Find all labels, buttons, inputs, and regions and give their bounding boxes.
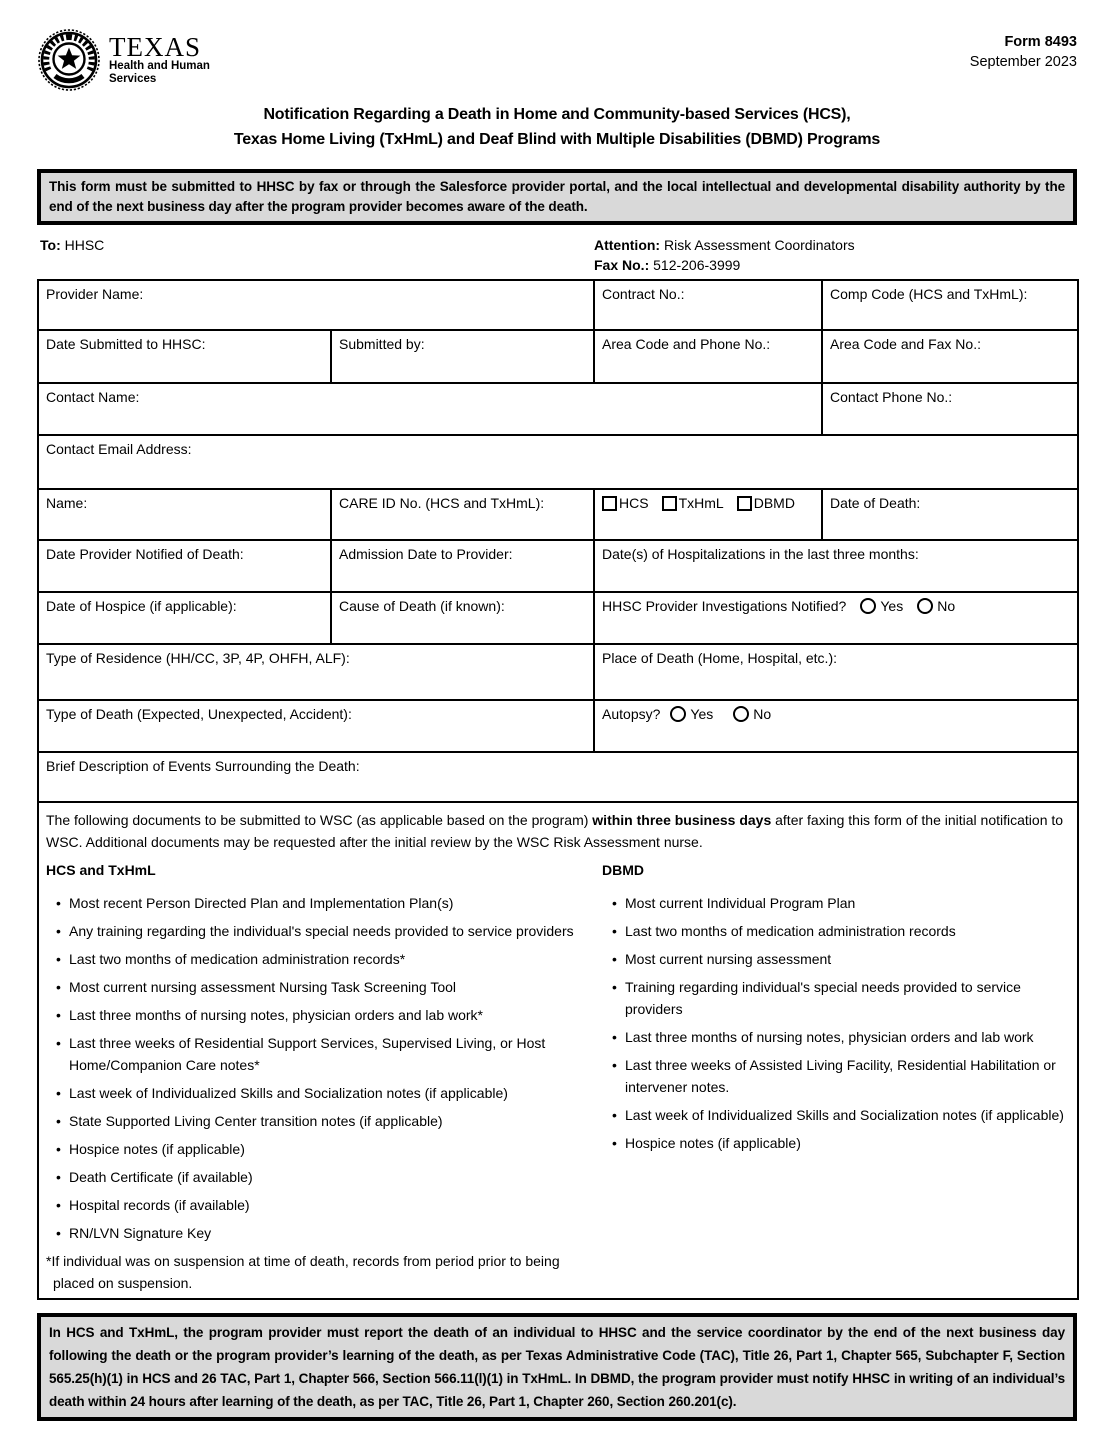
hcs-txhml-column [46,861,602,1294]
texas-hhs-logo [37,28,210,92]
documents-intro-post: after faxing this form of the initial notification to WSC. Additional documents may be requested after the initial review by the WSC Risk Assessment nurse. [46,812,1064,850]
care-id-label: CARE ID No. (HCS and TxHmL): [339,495,545,511]
individual-name-label: Name: [46,495,88,511]
page-title [37,102,1077,152]
logo-agency-line1: Health and Human [109,60,210,72]
contact-phone-label: Contact Phone No.: [830,389,953,405]
field-provider-name[interactable] [38,280,594,330]
autopsy-no-label: No [753,706,772,722]
comp-code-label: Comp Code (HCS and TxHmL): [830,286,1028,302]
list-item: • Hospice notes (if applicable) [612,1132,1070,1154]
program-dbmd-option [737,494,795,512]
brief-description-label: Brief Description of Events Surrounding the Death: [46,758,360,774]
txhml-checkbox-label: TxHmL [678,495,724,511]
submission-instruction-box: This form must be submitted to HHSC by fax or through the Salesforce provider portal, and the local intellectual and developmental disability authority by the end of the next business day after the program provider becomes aware of the death. [37,169,1077,225]
admission-date-label: Admission Date to Provider: [339,546,513,562]
autopsy-no-radio[interactable] [733,706,749,722]
field-contract-no[interactable] [594,280,822,330]
field-autopsy [594,700,1078,752]
list-item: • Last two months of medication administration records [612,920,1070,942]
dbmd-list [612,892,1070,1154]
field-hospitalizations[interactable] [594,540,1078,592]
investigations-radio-row [602,597,1070,615]
hospitalizations-label: Date(s) of Hospitalizations in the last three months: [602,546,919,562]
documents-intro [46,809,1070,853]
dbmd-checkbox[interactable] [737,496,752,511]
field-date-submitted[interactable] [38,330,331,383]
to-label: To: [40,237,61,253]
field-date-of-hospice[interactable] [38,592,331,644]
attention-block [594,235,855,275]
to-line [40,235,104,255]
logo-brand: TEXAS [109,32,201,62]
attention-label: Attention: [594,237,661,253]
area-phone-label: Area Code and Phone No.: [602,336,771,352]
page-header [37,28,1077,92]
autopsy-radio-row [602,705,1070,723]
date-submitted-label: Date Submitted to HHSC: [46,336,206,352]
field-contact-email[interactable] [38,435,1078,489]
field-program-checkboxes [594,489,822,540]
hcs-txhml-list [56,892,586,1244]
list-item: • Last three months of nursing notes, physician orders and lab work* [56,1004,586,1026]
autopsy-label: Autopsy? [602,706,661,722]
list-item: • Most current nursing assessment Nursing Task Screening Tool [56,976,586,998]
documents-intro-bold: within three business days [592,812,772,828]
dbmd-header: DBMD [602,862,644,878]
documents-columns [46,861,1070,1294]
hcs-checkbox-label: HCS [619,495,649,511]
field-area-fax[interactable] [822,330,1078,383]
investigations-no-radio[interactable] [917,598,933,614]
fax-label: Fax No.: [594,257,650,273]
field-type-of-residence[interactable] [38,644,594,700]
field-date-provider-notified[interactable] [38,540,331,592]
fax-value: 512-206-3999 [653,257,741,273]
field-investigations-notified [594,592,1078,644]
field-submitted-by[interactable] [331,330,594,383]
title-line-2: Texas Home Living (TxHmL) and Deaf Blind with Multiple Disabilities (DBMD) Programs [233,131,881,148]
list-item: • Last week of Individualized Skills and Socialization notes (if applicable) [612,1104,1070,1126]
date-of-hospice-label: Date of Hospice (if applicable): [46,598,237,614]
place-of-death-label: Place of Death (Home, Hospital, etc.): [602,650,838,666]
list-item: • Any training regarding the individual's special needs provided to service providers [56,920,586,942]
documents-intro-pre: The following documents to be submitted to WSC (as applicable based on the program) [46,812,593,828]
list-item: • Training regarding individual's special needs provided to service providers [612,976,1070,1020]
type-of-residence-label: Type of Residence (HH/CC, 3P, 4P, OHFH, ALF): [46,650,350,666]
death-notification-table [37,279,1079,1300]
logo-text [109,34,210,86]
list-item: • Last two months of medication administration records* [56,948,586,970]
date-provider-notified-label: Date Provider Notified of Death: [46,546,244,562]
to-value: HHSC [64,237,105,253]
list-item: • Death Certificate (if available) [56,1166,586,1188]
field-contact-name[interactable] [38,383,822,435]
field-date-of-death[interactable] [822,489,1078,540]
contract-no-label: Contract No.: [602,286,685,302]
list-item: • State Supported Living Center transition notes (if applicable) [56,1110,586,1132]
suspension-footnote: *If individual was on suspension at time of death, records from period prior to being placed on suspension. [46,1253,560,1291]
dbmd-column [602,861,1070,1294]
list-item: • Hospital records (if available) [56,1194,586,1216]
field-contact-phone[interactable] [822,383,1078,435]
program-hcs-option [602,494,649,512]
investigations-notified-label: HHSC Provider Investigations Notified? [602,598,847,614]
list-item: • Hospice notes (if applicable) [56,1138,586,1160]
field-comp-code[interactable] [822,280,1078,330]
dbmd-checkbox-label: DBMD [753,495,795,511]
area-fax-label: Area Code and Fax No.: [830,336,981,352]
list-item: • Last three weeks of Assisted Living Facility, Residential Habilitation or intervener notes. [612,1054,1070,1098]
field-type-of-death[interactable] [38,700,594,752]
hcs-checkbox[interactable] [602,496,617,511]
list-item: • Last three months of nursing notes, physician orders and lab work [612,1026,1070,1048]
list-item: • Most current Individual Program Plan [612,892,1070,914]
list-item: • Last three weeks of Residential Support Services, Supervised Living, or Host Home/Companion Care notes* [56,1032,586,1076]
type-of-death-label: Type of Death (Expected, Unexpected, Accident): [46,706,352,722]
provider-name-label: Provider Name: [46,286,144,302]
contact-name-label: Contact Name: [46,389,140,405]
regulation-notice-box: In HCS and TxHmL, the program provider must report the death of an individual to HHSC and the service coordinator by the end of the next business day following the death or the program provider’s learning of the death, as per Texas Administrative Code (TAC), Title 26, Part 1, Chapter 565, Subchapter F, Section 565.25(h)(1) in HCS and 26 TAC, Part 1, Chapter 566, Section 566.11(l)(1) in TxHmL. In DBMD, the program provider must notify HHSC in writing of an individual’s death within 24 hours after learning of the death, as per TAC, Title 26, Part 1, Chapter 260, Section 260.201(c). [37,1313,1077,1421]
field-area-phone[interactable] [594,330,822,383]
investigations-no-label: No [937,598,956,614]
field-individual-name[interactable] [38,489,331,540]
autopsy-yes-radio[interactable] [670,706,686,722]
date-of-death-label: Date of Death: [830,495,921,511]
field-admission-date[interactable] [331,540,594,592]
addressee-block [37,235,1077,277]
field-place-of-death[interactable] [594,644,1078,700]
program-txhml-option [662,494,724,512]
texas-state-seal-icon [37,28,101,92]
investigations-yes-radio[interactable] [860,598,876,614]
form-date: September 2023 [969,54,1077,70]
txhml-checkbox[interactable] [662,496,677,511]
cause-of-death-label: Cause of Death (if known): [339,598,505,614]
title-line-1: Notification Regarding a Death in Home and Community-based Services (HCS), [263,106,851,123]
list-item: • Last week of Individualized Skills and Socialization notes (if applicable) [56,1082,586,1104]
field-care-id[interactable] [331,489,594,540]
logo-agency-line2: Services [109,73,157,85]
list-item: • Most recent Person Directed Plan and Implementation Plan(s) [56,892,586,914]
field-brief-description[interactable] [38,752,1078,802]
attention-value: Risk Assessment Coordinators [663,237,855,253]
fax-line [594,255,855,275]
field-cause-of-death[interactable] [331,592,594,644]
contact-email-label: Contact Email Address: [46,441,192,457]
documents-section [38,802,1078,1299]
list-item: • RN/LVN Signature Key [56,1222,586,1244]
hcs-txhml-header: HCS and TxHmL [46,862,156,878]
autopsy-yes-label: Yes [690,706,714,722]
form-id-block [970,28,1077,72]
submitted-by-label: Submitted by: [339,336,425,352]
form-number: Form 8493 [1004,34,1077,50]
list-item: • Most current nursing assessment [612,948,1070,970]
attention-line [594,235,855,255]
investigations-yes-label: Yes [880,598,904,614]
program-checkbox-row [602,494,814,512]
